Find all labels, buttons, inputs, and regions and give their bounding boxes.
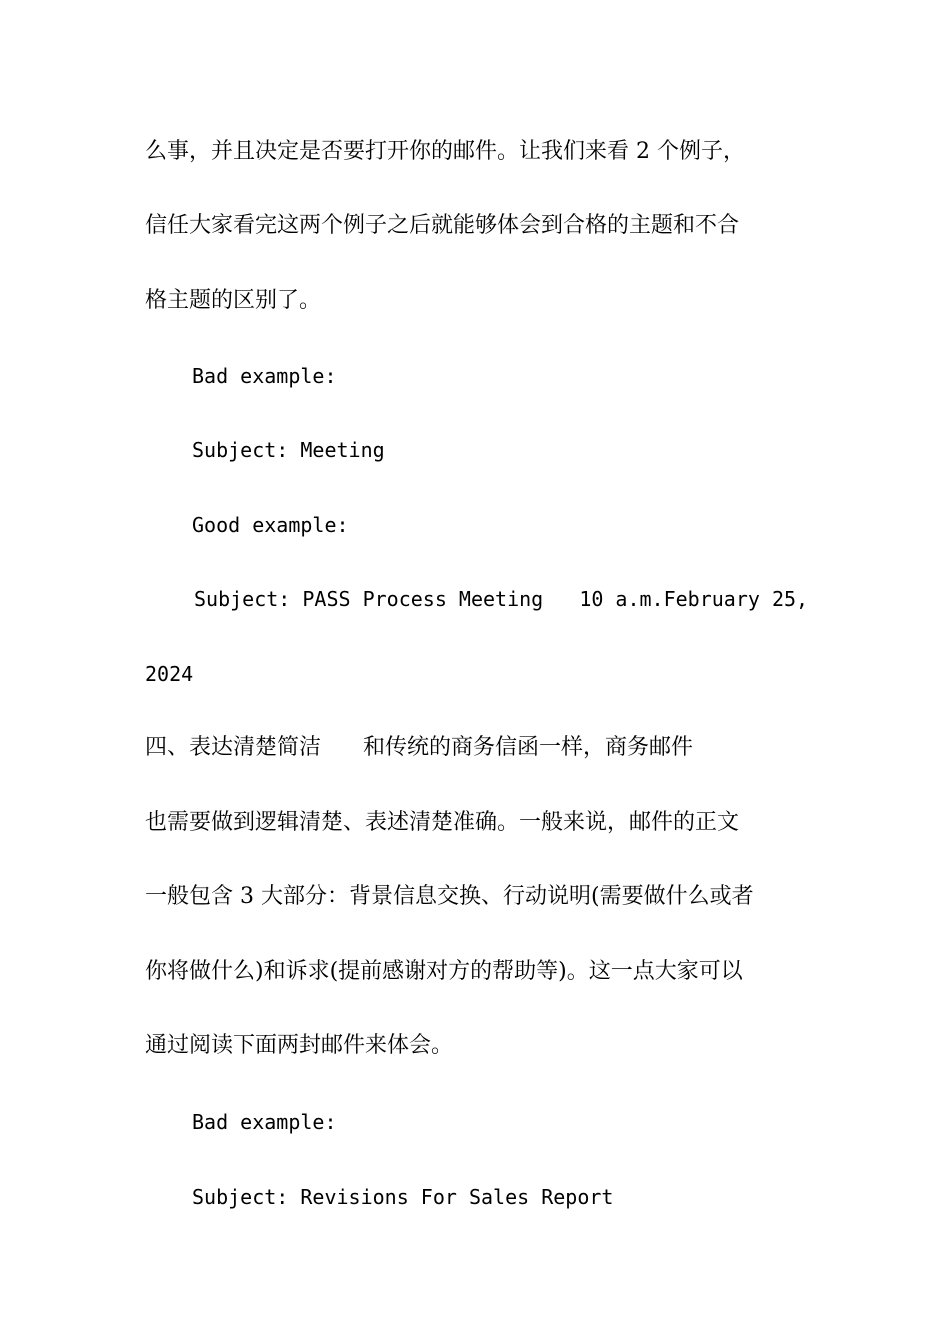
example-subject-good: Subject: PASS Process Meeting 10 a.m.February 25,	[194, 587, 809, 611]
paragraph-line: 格主题的区别了。	[145, 288, 322, 313]
paragraph-line: 你将做什么)和诉求(提前感谢对方的帮助等)。这一点大家可以	[145, 959, 743, 984]
paragraph-line: 也需要做到逻辑清楚、表述清楚准确。一般来说，邮件的正文	[145, 810, 740, 835]
paragraph-line: 一般包含 3 大部分：背景信息交换、行动说明(需要做什么或者	[145, 884, 754, 909]
section-heading-line: 四、表达清楚简洁 和传统的商务信函一样，商务邮件	[145, 735, 693, 760]
example-label-bad-2: Bad example:	[192, 1110, 337, 1134]
example-label-good: Good example:	[192, 513, 349, 537]
example-subject-bad-2: Subject: Revisions For Sales Report	[192, 1185, 614, 1209]
example-subject-good-continued: 2024	[145, 662, 194, 686]
paragraph-line: 信任大家看完这两个例子之后就能够体会到合格的主题和不合	[145, 213, 740, 238]
paragraph-line: 通过阅读下面两封邮件来体会。	[145, 1033, 454, 1058]
example-subject-bad: Subject: Meeting	[192, 438, 385, 462]
paragraph-line: 么事，并且决定是否要打开你的邮件。让我们来看 2 个例子，	[145, 139, 745, 164]
example-label-bad: Bad example:	[192, 364, 337, 388]
